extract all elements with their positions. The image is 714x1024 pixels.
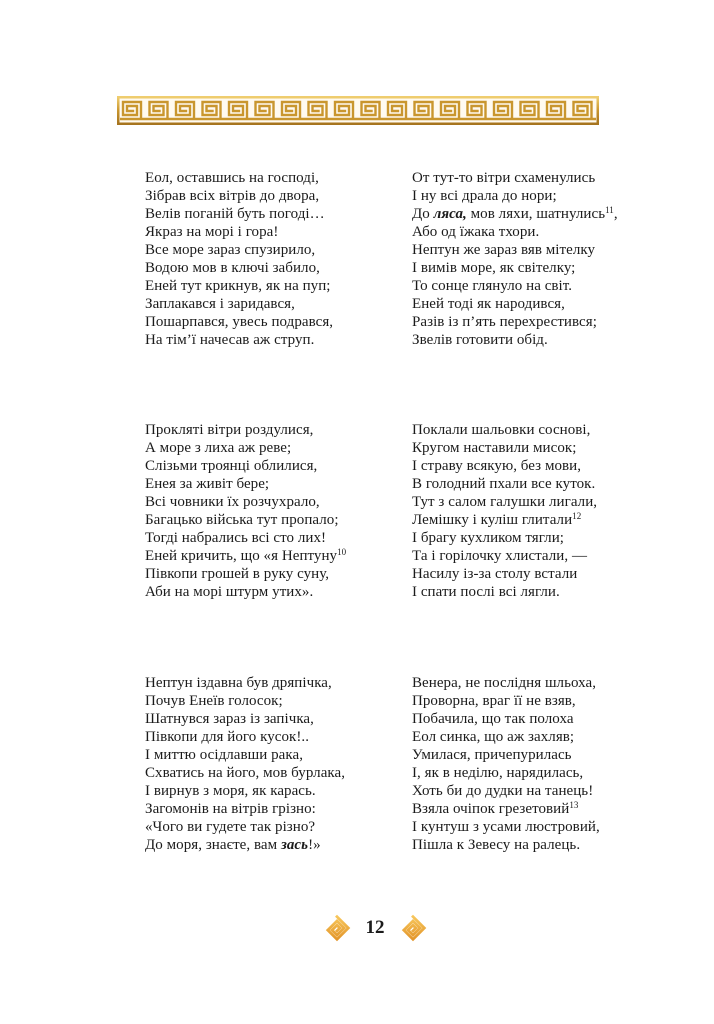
emphasized-word: зась	[280, 837, 309, 853]
line-text: До	[412, 206, 434, 222]
stanza-2-left	[145, 421, 346, 601]
verse-line: І ну всі драла до нори;	[412, 188, 557, 204]
verse-line: Півкопи грошей в руку суну,	[145, 566, 330, 582]
verse-line: От тут-то вітри схаменулись	[412, 170, 596, 186]
line-text: Лемішку і куліш глитали	[412, 512, 573, 528]
line-text: До моря, знаєте, вам	[145, 837, 281, 853]
verse-line: Еней тут крикнув, як на пуп;	[145, 278, 331, 294]
verse-line: Проворна, враг її не взяв,	[412, 693, 576, 709]
verse-line: А море з лиха аж реве;	[145, 440, 292, 456]
verse-line: Тут з салом галушки лигали,	[412, 494, 598, 510]
line-text: Взяла очіпок грезетовий	[412, 801, 570, 817]
stanza-2-right	[412, 421, 597, 601]
verse-line: Загомонів на вітрів грізно:	[145, 801, 316, 817]
verse-line: І вимів море, як світелку;	[412, 260, 576, 276]
verse-line: Зібрав всіх вітрів до двора,	[145, 188, 320, 204]
verse-line: Звелів готовити обід.	[412, 332, 548, 348]
stanza-1-right	[412, 169, 618, 349]
verse-line: Водою мов в ключі забило,	[145, 260, 320, 276]
verse-line: Насилу із-за столу встали	[412, 566, 578, 582]
verse-line: Разів із п’ять перехрестився;	[412, 314, 597, 330]
verse-line: Нептун іздавна був дряпічка,	[145, 675, 332, 691]
verse-line: Багацько війська тут пропало;	[145, 512, 339, 528]
verse-line: І брагу кухликом тягли;	[412, 530, 564, 546]
verse-line	[145, 836, 345, 854]
verse-line	[412, 511, 597, 529]
verse-line: Заплакався і заридався,	[145, 296, 295, 312]
footnote-marker: 10	[337, 547, 347, 557]
verse-line: Енея за живіт бере;	[145, 476, 270, 492]
verse-line: Слізьми троянці облилися,	[145, 458, 318, 474]
diamond-ornament-icon	[323, 914, 351, 942]
verse-line: Прокляті вітри роздулися,	[145, 422, 314, 438]
verse-line	[412, 205, 618, 223]
verse-line: І миттю осідлавши рака,	[145, 747, 303, 763]
greek-key-border-icon	[117, 96, 599, 125]
verse-line: Все море зараз спузирило,	[145, 242, 316, 258]
verse-line: Еней тоді як народився,	[412, 296, 565, 312]
stanza-1-left	[145, 169, 333, 349]
diamond-ornament-icon	[399, 914, 427, 942]
verse-line: Та і горілочку хлистали, —	[412, 548, 588, 564]
verse-line: Еол, оставшись на господі,	[145, 170, 319, 186]
verse-line: На тім’ї начесав аж струп.	[145, 332, 315, 348]
verse-line	[412, 800, 600, 818]
verse-line: Всі човники їх розчухрало,	[145, 494, 320, 510]
verse-line: Шатнувся зараз із запічка,	[145, 711, 314, 727]
verse-line: Кругом наставили мисок;	[412, 440, 577, 456]
verse-line: Нептун же зараз вяв мітелку	[412, 242, 596, 258]
line-text: ,	[613, 206, 618, 222]
verse-line: І кунтуш з усами люстровий,	[412, 819, 600, 835]
verse-line: Півкопи для його кусок!..	[145, 729, 310, 745]
verse-line	[145, 547, 346, 565]
verse-line: І спати послі всі лягли.	[412, 584, 560, 600]
verse-line: І, як в неділю, нарядилась,	[412, 765, 584, 781]
line-text: Еней кричить, що «я Нептуну	[145, 548, 338, 564]
footnote-marker: 13	[569, 800, 579, 810]
stanza-3-right	[412, 674, 600, 854]
verse-line: Велів поганій буть погоді…	[145, 206, 325, 222]
verse-line: Умилася, причепурилась	[412, 747, 572, 763]
verse-line: Тогді набрались всі сто лих!	[145, 530, 327, 546]
verse-line: І страву всякую, без мови,	[412, 458, 582, 474]
verse-line: То сонце глянуло на світ.	[412, 278, 573, 294]
verse-line: Еол синка, що аж захляв;	[412, 729, 575, 745]
verse-line: Пішла к Зевесу на ралець.	[412, 837, 581, 853]
stanza-3-left	[145, 674, 345, 854]
verse-line: В голодний пхали все куток.	[412, 476, 596, 492]
verse-line: Побачила, що так полоха	[412, 711, 574, 727]
verse-line: Хоть би до дудки на танець!	[412, 783, 594, 799]
footnote-marker: 12	[572, 511, 582, 521]
verse-line: Якраз на морі і гора!	[145, 224, 279, 240]
line-text: мов ляхи, шатнулись	[466, 206, 606, 222]
page-number: 12	[365, 917, 385, 938]
footnote-marker: 11	[605, 205, 614, 215]
line-text: !»	[308, 837, 321, 853]
verse-line: І вирнув з моря, як карась.	[145, 783, 316, 799]
emphasized-word: ляса,	[433, 206, 467, 222]
verse-line: Аби на морі штурм утих».	[145, 584, 314, 600]
verse-line: Поклали шальовки соснові,	[412, 422, 591, 438]
verse-line: Пошарпався, увесь подрався,	[145, 314, 334, 330]
verse-line: Схватись на його, мов бурлака,	[145, 765, 346, 781]
verse-line: «Чого ви гудете так різно?	[145, 819, 316, 835]
verse-line: Венера, не послідня шльоха,	[412, 675, 597, 691]
verse-line: Почув Енеїв голосок;	[145, 693, 283, 709]
verse-line: Або од їжака тхори.	[412, 224, 540, 240]
